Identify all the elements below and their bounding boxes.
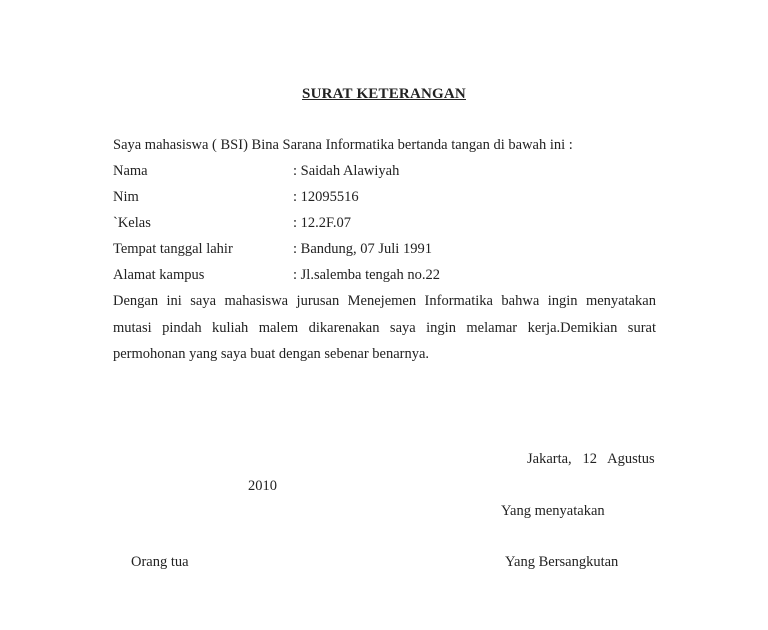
paragraph-line-1: Dengan ini saya mahasiswa jurusan Menejemen Informatika bahwa ingin menyatakan: [113, 293, 656, 309]
signatory-applicant: Yang Bersangkutan: [505, 554, 619, 570]
field-value: : Bandung, 07 Juli 1991: [293, 241, 432, 257]
field-label: Nim: [113, 189, 139, 205]
field-label: Tempat tanggal lahir: [113, 241, 233, 257]
declarant-label: Yang menyatakan: [501, 503, 605, 519]
paragraph-line-3: permohonan yang saya buat dengan sebenar benarnya.: [113, 346, 430, 362]
letter-title: SURAT KETERANGAN: [302, 86, 466, 102]
field-value: : Saidah Alawiyah: [293, 163, 400, 179]
paragraph-line-2: mutasi pindah kuliah malem dikarenakan saya ingin melamar kerja.Demikian surat: [113, 320, 656, 336]
field-label: Alamat kampus: [113, 267, 205, 283]
field-label: `Kelas: [113, 215, 151, 231]
signatory-parent: Orang tua: [131, 554, 189, 570]
place-date: Jakarta, 12 Agustus: [527, 451, 655, 467]
field-value: : 12095516: [293, 189, 359, 205]
field-value: : 12.2F.07: [293, 215, 352, 231]
intro-sentence: Saya mahasiswa ( BSI) Bina Sarana Informatika bertanda tangan di bawah ini :: [113, 137, 573, 153]
year-text: 2010: [248, 478, 277, 494]
field-label: Nama: [113, 163, 148, 179]
field-value: : Jl.salemba tengah no.22: [293, 267, 440, 283]
